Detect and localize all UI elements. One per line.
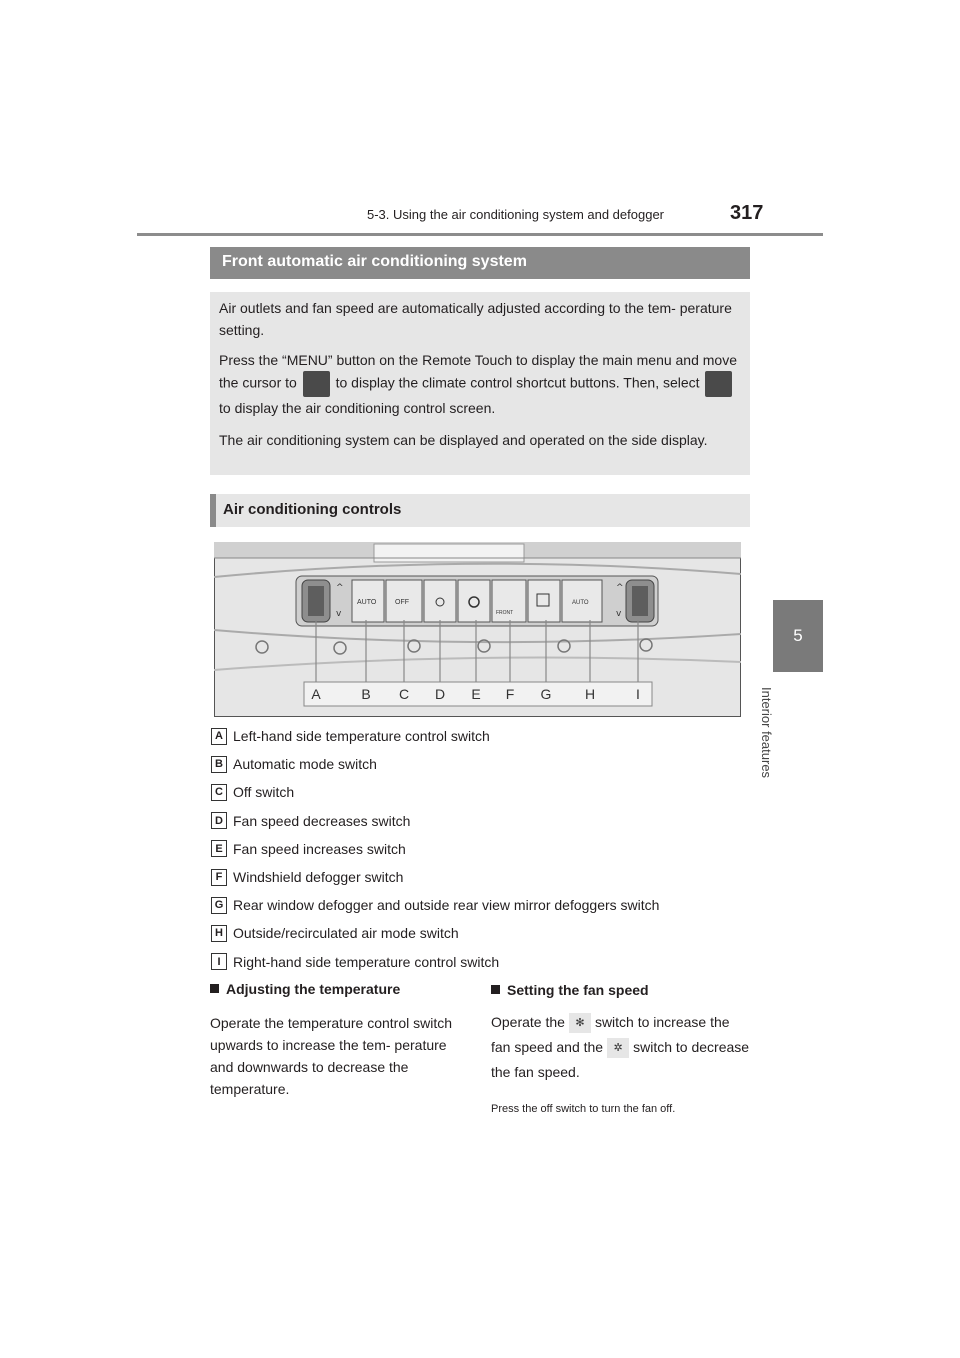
fan-column: [491, 978, 751, 1122]
legend-item: [211, 835, 751, 863]
temperature-column: [210, 978, 462, 1100]
legend-text: Rear window defogger and outside rear view mirror defoggers switch: [233, 897, 660, 914]
legend-key: D: [211, 812, 227, 829]
chapter-tab: 5: [773, 600, 823, 672]
panel-label-auto: AUTO: [357, 599, 377, 606]
climate-panel-illustration: [214, 542, 741, 717]
legend-key: B: [211, 756, 227, 773]
callout-c: C: [398, 686, 410, 702]
fan-body-a: Operate the: [491, 1014, 565, 1030]
legend-key: F: [211, 869, 227, 886]
callout-h: H: [584, 686, 596, 702]
fan-body-b: switch to increase the fan speed and the: [491, 1014, 730, 1055]
svg-text:^: ^: [616, 583, 624, 593]
chapter-title-vertical: [759, 687, 790, 787]
intro-paragraph-2: [219, 349, 742, 419]
legend-item: [211, 750, 751, 778]
legend-item: [211, 778, 751, 806]
panel-label-front: FRONT: [496, 610, 514, 616]
legend-key: C: [211, 784, 227, 801]
legend-key: I: [211, 953, 227, 970]
legend-item: [211, 948, 751, 976]
callout-g: G: [540, 686, 552, 702]
legend-key: A: [211, 728, 227, 745]
legend-item: [211, 891, 751, 919]
intro-p2-b: to display the climate control shortcut buttons. Then, select: [335, 374, 700, 391]
svg-text:^: ^: [336, 583, 344, 593]
climate-shortcut-icon: [303, 371, 330, 397]
legend-item: [211, 863, 751, 891]
intro-paragraph-3: The air conditioning system can be displayed and operated on the side display.: [219, 432, 708, 448]
temperature-heading: [210, 978, 462, 1000]
intro-p2-a: Press the “MENU” button on the Remote Touch to display the main menu and move the cursor to: [219, 352, 738, 391]
temperature-body: Operate the temperature control switch upwards to increase the tem- perature and downwards to decrease the temperature.: [210, 1015, 453, 1097]
callout-i: I: [636, 686, 640, 702]
legend-item: [211, 722, 751, 750]
bullet-square-icon: [491, 985, 500, 994]
callout-f: F: [505, 686, 515, 702]
air-conditioning-icon: [705, 371, 732, 397]
panel-drawing: [214, 542, 741, 717]
fan-heading: [491, 978, 751, 1003]
legend-text: Automatic mode switch: [233, 756, 377, 773]
fan-low-icon: ✲: [607, 1038, 629, 1058]
subsection-title: Air conditioning controls: [210, 494, 750, 527]
callout-d: D: [434, 686, 446, 702]
fan-heading-text: Setting the fan speed: [507, 982, 649, 998]
header-rule: [137, 233, 823, 236]
legend-text: Right-hand side temperature control switch: [233, 953, 500, 970]
page-number: 317: [730, 202, 764, 224]
legend-text: Fan speed decreases switch: [233, 812, 411, 829]
callout-e: E: [471, 686, 481, 702]
panel-label-auto-2: AUTO: [572, 600, 589, 606]
fan-high-icon: ✻: [569, 1013, 591, 1033]
running-header-section: 5-3. Using the air conditioning system and defogger: [367, 207, 665, 222]
legend-key: G: [211, 897, 227, 914]
chapter-title: Interior features: [759, 687, 774, 779]
panel-label-off: OFF: [395, 599, 409, 606]
intro-p2-c: to display the air conditioning control screen.: [219, 400, 496, 416]
svg-text:v: v: [336, 609, 342, 619]
legend-item: [211, 807, 751, 835]
fan-note: Press the off switch to turn the fan off.: [491, 1103, 676, 1115]
bullet-square-icon: [210, 984, 219, 993]
legend-text: Left-hand side temperature control switch: [233, 728, 490, 745]
intro-paragraph-1: Air outlets and fan speed are automatically adjusted according to the tem- perature setting.: [219, 300, 732, 338]
fan-body: [491, 1010, 751, 1085]
intro-box: [210, 292, 750, 475]
temperature-heading-text: Adjusting the temperature: [226, 981, 401, 997]
callout-a: A: [311, 686, 321, 702]
legend-key: E: [211, 840, 227, 857]
legend-text: Windshield defogger switch: [233, 869, 404, 886]
legend-text: Off switch: [233, 784, 295, 801]
fan-body-c: switch to decrease the fan speed.: [491, 1039, 750, 1080]
section-title: Front automatic air conditioning system: [210, 247, 750, 279]
callout-b: B: [361, 686, 371, 702]
svg-text:v: v: [616, 609, 622, 619]
legend-text: Outside/recirculated air mode switch: [233, 925, 459, 942]
legend-text: Fan speed increases switch: [233, 840, 406, 857]
legend-list: [211, 722, 751, 976]
legend-item: [211, 919, 751, 947]
legend-key: H: [211, 925, 227, 942]
